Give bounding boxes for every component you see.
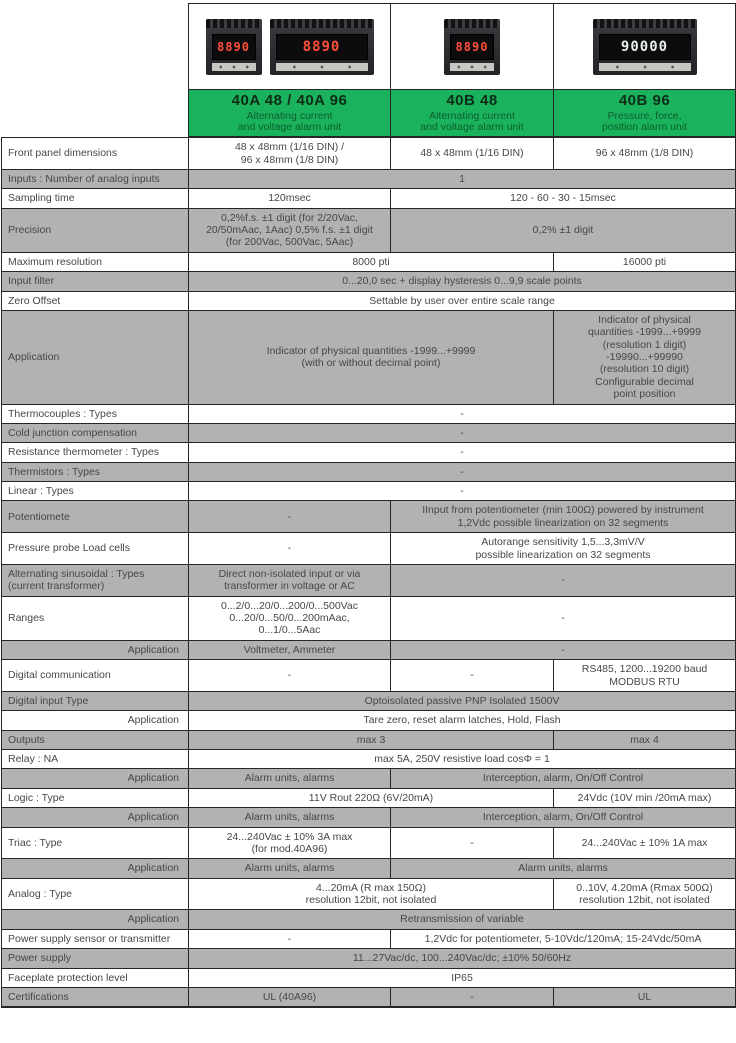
panel-meter-photos bbox=[556, 19, 733, 75]
spec-cell: Autorange sensitivity 1,5...3,3mV/V possible linearization on 32 segments bbox=[391, 533, 736, 565]
table-row bbox=[2, 189, 736, 208]
device-buttons bbox=[450, 63, 494, 71]
device-buttons bbox=[276, 63, 368, 71]
table-row bbox=[2, 272, 736, 291]
product-subtitle: Pressure, force, position alarm unit bbox=[601, 109, 688, 134]
row-label: Potentiomete bbox=[2, 501, 189, 533]
product-image-40b48 bbox=[391, 4, 554, 90]
spec-cell: Interception, alarm, On/Off Control bbox=[391, 808, 736, 827]
device-heatsink-fins bbox=[206, 19, 262, 28]
row-label: Sampling time bbox=[2, 189, 189, 208]
table-row bbox=[2, 827, 736, 859]
device-buttons bbox=[212, 63, 256, 71]
table-row bbox=[2, 750, 736, 769]
table-row bbox=[2, 769, 736, 788]
row-label: Power supply bbox=[2, 949, 189, 968]
row-label: Application bbox=[2, 910, 189, 929]
spec-cell: 0,2%f.s. ±1 digit (for 2/20Vac, 20/50mAac, 1Aac) 0,5% f.s. ±1 digit (for 200Vac, 500Vac, 5Aac) bbox=[189, 208, 391, 252]
spec-cell: Interception, alarm, On/Off Control bbox=[391, 769, 736, 788]
spec-cell: 0,2% ±1 digit bbox=[391, 208, 736, 252]
spec-cell: 0..10V, 4.20mA (Rmax 500Ω) resolution 12bit, not isolated bbox=[554, 878, 736, 910]
device-display bbox=[599, 34, 691, 60]
panel-meter-photos bbox=[393, 19, 551, 75]
spec-cell: - bbox=[189, 443, 736, 462]
product-name: 40B 48 bbox=[446, 92, 498, 109]
spec-cell: - bbox=[189, 404, 736, 423]
spec-cell: RS485, 1200...19200 baud MODBUS RTU bbox=[554, 660, 736, 692]
spec-cell: - bbox=[391, 660, 554, 692]
row-label: Digital input Type bbox=[2, 691, 189, 710]
panel-meter-image bbox=[593, 19, 697, 75]
spec-cell: - bbox=[189, 929, 391, 948]
row-label: Front panel dimensions bbox=[2, 137, 189, 169]
spec-cell: - bbox=[391, 640, 736, 659]
spec-cell: max 5A, 250V resistive load cosΦ = 1 bbox=[189, 750, 736, 769]
table-row bbox=[2, 691, 736, 710]
spec-cell: max 4 bbox=[554, 730, 736, 749]
spec-cell: Settable by user over entire scale range bbox=[189, 291, 736, 310]
spec-cell: Retransmission of variable bbox=[189, 910, 736, 929]
device-display-digits: 90000 bbox=[620, 38, 669, 55]
product-header-40a bbox=[189, 90, 391, 138]
device-display-digits: 8890 bbox=[455, 39, 489, 54]
spec-cell: - bbox=[189, 660, 391, 692]
spec-cell: 11...27Vac/dc, 100...240Vac/dc; ±10% 50/60Hz bbox=[189, 949, 736, 968]
table-row bbox=[2, 788, 736, 807]
device-heatsink-fins bbox=[444, 19, 500, 28]
row-label: Alternating sinusoidal : Types (current transformer) bbox=[2, 564, 189, 596]
spec-cell: Alarm units, alarms bbox=[391, 859, 736, 878]
spec-cell: 24Vdc (10V min /20mA max) bbox=[554, 788, 736, 807]
table-row bbox=[2, 730, 736, 749]
product-header-40b96 bbox=[554, 90, 736, 138]
row-label: Application bbox=[2, 808, 189, 827]
spec-cell: 8000 pti bbox=[189, 252, 554, 271]
spec-cell: 16000 pti bbox=[554, 252, 736, 271]
table-row bbox=[2, 404, 736, 423]
row-label: Maximum resolution bbox=[2, 252, 189, 271]
table-row bbox=[2, 443, 736, 462]
table-row bbox=[2, 711, 736, 730]
spec-cell: UL bbox=[554, 987, 736, 1007]
device-display bbox=[276, 34, 368, 60]
row-label: Pressure probe Load cells bbox=[2, 533, 189, 565]
row-label: Inputs : Number of analog inputs bbox=[2, 169, 189, 188]
spec-cell: 96 x 48mm (1/8 DIN) bbox=[554, 137, 736, 169]
spec-cell: - bbox=[391, 564, 736, 596]
spec-cell: 120 - 60 - 30 - 15msec bbox=[391, 189, 736, 208]
product-header-40b48 bbox=[391, 90, 554, 138]
table-row bbox=[2, 252, 736, 271]
table-row bbox=[2, 910, 736, 929]
spec-cell: 24...240Vac ± 10% 1A max bbox=[554, 827, 736, 859]
row-label: Logic : Type bbox=[2, 788, 189, 807]
spec-table-body bbox=[2, 137, 736, 1007]
spec-cell: 48 x 48mm (1/16 DIN) bbox=[391, 137, 554, 169]
table-row bbox=[2, 169, 736, 188]
row-label: Thermistors : Types bbox=[2, 462, 189, 481]
row-label: Linear : Types bbox=[2, 482, 189, 501]
table-row bbox=[2, 929, 736, 948]
spec-cell: Voltmeter, Ammeter bbox=[189, 640, 391, 659]
product-subtitle: Alternating current and voltage alarm unit bbox=[237, 109, 342, 134]
device-display-digits: 8890 bbox=[302, 38, 341, 55]
panel-meter-image bbox=[206, 19, 262, 75]
row-label: Cold junction compensation bbox=[2, 423, 189, 442]
table-row bbox=[2, 482, 736, 501]
product-image-40b96 bbox=[554, 4, 736, 90]
spec-cell: - bbox=[189, 423, 736, 442]
spec-cell: 48 x 48mm (1/16 DIN) / 96 x 48mm (1/8 DIN) bbox=[189, 137, 391, 169]
device-buttons bbox=[599, 63, 691, 71]
device-heatsink-fins bbox=[270, 19, 374, 28]
spec-cell: 120msec bbox=[189, 189, 391, 208]
table-row bbox=[2, 968, 736, 987]
spec-cell: 24...240Vac ± 10% 3A max (for mod.40A96) bbox=[189, 827, 391, 859]
spec-cell: Direct non-isolated input or via transformer in voltage or AC bbox=[189, 564, 391, 596]
spec-cell: Alarm units, alarms bbox=[189, 769, 391, 788]
table-row bbox=[2, 640, 736, 659]
spec-cell: max 3 bbox=[189, 730, 554, 749]
device-display-digits: 8890 bbox=[217, 39, 250, 54]
row-label: Application bbox=[2, 640, 189, 659]
product-images-row bbox=[2, 4, 736, 90]
row-label: Faceplate protection level bbox=[2, 968, 189, 987]
table-row bbox=[2, 423, 736, 442]
table-row bbox=[2, 501, 736, 533]
panel-meter-image bbox=[444, 19, 500, 75]
spec-cell: 4...20mA (R max 150Ω) resolution 12bit, not isolated bbox=[189, 878, 554, 910]
spec-cell: 1 bbox=[189, 169, 736, 188]
spec-cell: UL (40A96) bbox=[189, 987, 391, 1007]
row-label: Application bbox=[2, 859, 189, 878]
table-row bbox=[2, 949, 736, 968]
spec-table bbox=[1, 3, 736, 1008]
spec-cell: Indicator of physical quantities -1999...+9999 (resolution 1 digit) -19990...+99990 (resolution 10 digit) Configurable decimal point position bbox=[554, 310, 736, 404]
spec-cell: Tare zero, reset alarm latches, Hold, Flash bbox=[189, 711, 736, 730]
row-label: Relay : NA bbox=[2, 750, 189, 769]
table-row bbox=[2, 878, 736, 910]
row-label: Application bbox=[2, 310, 189, 404]
row-label: Digital communication bbox=[2, 660, 189, 692]
spec-cell: IInput from potentiometer (min 100Ω) powered by instrument 1,2Vdc possible linearization on 32 segments bbox=[391, 501, 736, 533]
table-row bbox=[2, 859, 736, 878]
spec-cell: 1,2Vdc for potentiometer, 5-10Vdc/120mA; 15-24Vdc/50mA bbox=[391, 929, 736, 948]
spec-cell: - bbox=[391, 827, 554, 859]
device-display bbox=[212, 34, 256, 60]
spec-cell: - bbox=[189, 462, 736, 481]
spec-cell: - bbox=[189, 501, 391, 533]
spec-cell: Indicator of physical quantities -1999...+9999 (with or without decimal point) bbox=[189, 310, 554, 404]
row-label: Application bbox=[2, 769, 189, 788]
row-label: Precision bbox=[2, 208, 189, 252]
row-label: Triac : Type bbox=[2, 827, 189, 859]
spec-cell: - bbox=[189, 533, 391, 565]
row-label: Ranges bbox=[2, 596, 189, 640]
spec-cell: IP65 bbox=[189, 968, 736, 987]
table-row bbox=[2, 987, 736, 1007]
spec-cell: Alarm units, alarms bbox=[189, 808, 391, 827]
product-image-40a bbox=[189, 4, 391, 90]
table-row bbox=[2, 660, 736, 692]
product-name: 40A 48 / 40A 96 bbox=[231, 92, 348, 109]
table-row bbox=[2, 808, 736, 827]
header-blank-cell bbox=[2, 4, 189, 138]
table-row bbox=[2, 564, 736, 596]
table-row bbox=[2, 137, 736, 169]
spec-cell: 0...2/0...20/0...200/0...500Vac 0...20/0...50/0...200mAac, 0...1/0...5Aac bbox=[189, 596, 391, 640]
panel-meter-photos bbox=[191, 19, 388, 75]
table-row bbox=[2, 291, 736, 310]
spec-cell: Optoisolated passive PNP Isolated 1500V bbox=[189, 691, 736, 710]
row-label: Resistance thermometer : Types bbox=[2, 443, 189, 462]
row-label: Thermocouples : Types bbox=[2, 404, 189, 423]
row-label: Outputs bbox=[2, 730, 189, 749]
row-label: Certifications bbox=[2, 987, 189, 1007]
spec-cell: 0...20,0 sec + display hysteresis 0...9,9 scale points bbox=[189, 272, 736, 291]
spec-cell: - bbox=[391, 596, 736, 640]
row-label: Input filter bbox=[2, 272, 189, 291]
row-label: Zero Offset bbox=[2, 291, 189, 310]
table-row bbox=[2, 462, 736, 481]
product-name: 40B 96 bbox=[618, 92, 671, 109]
device-heatsink-fins bbox=[593, 19, 697, 28]
device-display bbox=[450, 34, 494, 60]
spec-cell: 11V Rout 220Ω (6V/20mA) bbox=[189, 788, 554, 807]
table-row bbox=[2, 533, 736, 565]
spec-cell: - bbox=[189, 482, 736, 501]
product-subtitle: Alternating current and voltage alarm unit bbox=[420, 109, 524, 134]
table-row bbox=[2, 596, 736, 640]
panel-meter-image bbox=[270, 19, 374, 75]
table-row bbox=[2, 208, 736, 252]
row-label: Power supply sensor or transmitter bbox=[2, 929, 189, 948]
spec-cell: Alarm units, alarms bbox=[189, 859, 391, 878]
row-label: Application bbox=[2, 711, 189, 730]
table-row bbox=[2, 310, 736, 404]
row-label: Analog : Type bbox=[2, 878, 189, 910]
spec-cell: - bbox=[391, 987, 554, 1007]
